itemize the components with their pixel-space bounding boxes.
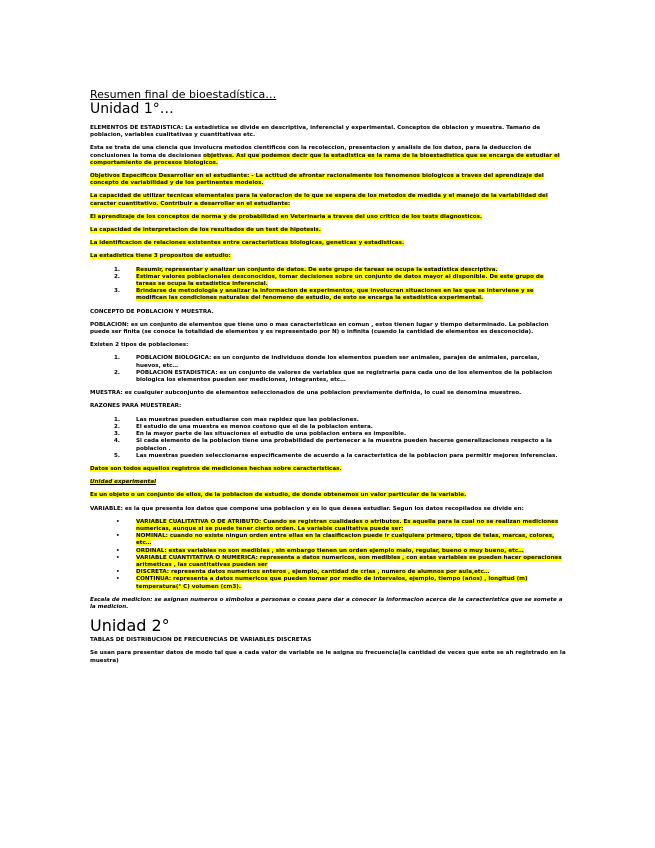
list-item-text: DISCRETA: representa datos numericos enteros , ejemplo, cantidad de crias , numero de alumnos por aula,etc… (136, 569, 490, 576)
list-item-text: POBLACION BIOLOGICA: es un conjunto de individuos donde los elementos pueden ser animales, parajes de animales, parcelas, huevos, etc… (136, 355, 540, 369)
list-item (90, 431, 570, 438)
aprendizaje-text: El aprendizaje de los conceptos de norma y de probabilidad en Veterinaria a traves del uso critico de los tests diagnosticos. (90, 213, 483, 220)
paragraph-elementos: ELEMENTOS DE ESTADISTICA: La estadística se divide en descriptiva, inferencial y experimental. Conceptos de oblacion y muestra. Tamaño de poblacion, variables cualitativas y cuantitativas etc. (90, 125, 541, 139)
list-item-text: En la mayor parte de las situaciones el estudio de una poblacion entera es imposible. (136, 431, 407, 438)
list-number: 1. (114, 266, 121, 273)
tipos-list (90, 355, 570, 384)
list-number: 1. (114, 416, 121, 423)
list-number: 1. (114, 355, 121, 362)
unit-1-heading: Unidad 1°… (90, 101, 174, 117)
heading-concepto: CONCEPTO DE POBLACION Y MUESTRA. (90, 308, 214, 315)
propositos-text: La estadistica tiene 3 propositos de estudio: (90, 253, 231, 260)
paragraph-se-usan: Se usan para presentar datos de modo tal que a cada valor de variable se le asigna su frecuencia(la cantidad de veces que este se ah registrado en la muestra) (90, 650, 566, 664)
paragraph-muestra: MUESTRA: es cualquier subconjunto de elementos seleccionados de una poblacion previamente definida, lo cual se denomina muestreo. (90, 390, 522, 397)
paragraph-poblacion: POBLACION: es un conjunto de elementos que tiene uno o mas caracteristicas en comun , estos tienen lugar y tiempo determinado. La poblacion puede ser finita (se conoce la totalidad de elementos y es representado por N) o infinita (cuando la cantidad de elementos es desconocida). (90, 321, 549, 336)
list-item-text: Estimar valores poblacionales desconocidos, tomar decisiones sobre un conjunto de datos mayor al disponible. De este grupo de tareas se ocupa la estadística inferencial. (136, 273, 544, 288)
list-item-text: Resumir, representar y analizar un conjunto de datos. De este grupo de tareas se ocupa la estadística descriptiva. (136, 266, 498, 273)
list-item (90, 288, 570, 302)
list-number: 5. (114, 452, 121, 459)
heading-unidad-experimental (90, 479, 570, 486)
list-number: 2. (114, 369, 121, 376)
bullet-icon: • (116, 518, 120, 525)
bullet-icon: • (116, 576, 120, 583)
list-item (90, 267, 570, 274)
objeto-text: Es un objeto o un conjunto de ellos, de la poblacion de estudio, de donde obtenemos un valor particular de la variable. (90, 492, 467, 499)
list-item (90, 576, 570, 590)
paragraph-objetivos (90, 173, 570, 187)
paragraph-existen: Existen 2 tipos de poblaciones: (90, 342, 189, 349)
list-item-text: VARIABLE CUALITATIVA O DE ATRIBUTO: Cuando se registran cualidades o atributos. Es aquella para la cual no se realizan mediciones numericas, aunque si se puede tener cierto orden. La variable cualitativa puede ser: (136, 518, 559, 532)
razones-list (90, 417, 570, 460)
unit-2-heading: Unidad 2° (90, 616, 170, 636)
paragraph-identificacion (90, 240, 570, 247)
list-item (90, 548, 570, 555)
paragraph-definicion (90, 145, 570, 167)
list-number: 3. (114, 288, 121, 295)
paragraph-interpretacion (90, 227, 570, 234)
document-body (90, 88, 570, 671)
list-number: 2. (114, 273, 121, 280)
list-item (90, 274, 570, 288)
list-number: 2. (114, 423, 121, 430)
list-number: 3. (114, 431, 121, 438)
definicion-highlight: objetivas. Asi que podemos decir que la estadistica es la rama de la bioestadistica que se encarga de estudiar el comportamiento de procesos biologicos. (90, 152, 560, 166)
list-item-text: Las muestras pueden seleccionarse especificamente de acuerdo a la caracteristica de la poblacion para permitir mejores inferencias. (136, 452, 558, 459)
interpretacion-text: La capacidad de interpretacion de los resultados de un test de hipotesis. (90, 227, 321, 234)
list-item (90, 417, 570, 424)
document-title: Resumen final de bioestadística… (90, 88, 277, 101)
list-item (90, 519, 570, 533)
paragraph-capacidad (90, 193, 570, 207)
list-item (90, 533, 570, 547)
datos-text: Datos son todos aquellos registros de mediciones hechas sobre caracteristicas. (90, 465, 342, 472)
propositos-list (90, 267, 570, 303)
bullet-icon: • (116, 569, 120, 576)
heading-tablas: TABLAS DE DISTRIBUCION DE FRECUENCIAS DE VARIABLES DISCRETAS (90, 637, 312, 644)
list-item (90, 569, 570, 576)
list-item (90, 370, 570, 384)
list-item (90, 424, 570, 431)
bullet-icon: • (116, 554, 120, 561)
heading-razones: RAZONES PARA MUESTREAR: (90, 403, 182, 410)
paragraph-datos (90, 466, 570, 473)
list-item-text: CONTINUA: representa a datos numericos que pueden tomar por medio de intervalos, ejemplo, tiempo (años) , longitud (m) temperatura(° C) volumen (cm3). (136, 576, 528, 590)
list-item-text: El estudio de una muestra es menos costoso que el de la poblacion entera. (136, 423, 373, 430)
list-item (90, 355, 570, 369)
list-item (90, 438, 570, 452)
objetivos-text: Objetivos Especificos Desarrollar en el estudiante: - La actitud de afrontar racionalmente los fenomenos biologicos a traves del aprendizaje del concepto de variabilidad y de los pertinentes modelos. (90, 173, 544, 187)
list-item (90, 555, 570, 569)
definicion-text: Esta se trata de una ciencia que involucra metodos cientificos con la recoleccion, presentacion y analisis de los datos, para la deduccion de conclusiones la toma de decisiones (90, 145, 532, 159)
paragraph-objeto (90, 492, 570, 499)
variables-list (90, 519, 570, 591)
list-item-text: Brindarse de metodologia y analizar la informacion de experimentos, que involucran situaciones en las que se interviene y se modifican las condiciones naturales del fenomeno de estudio, de esto se encarga la estadística experimental. (136, 288, 534, 302)
list-item-text: Si cada elemento de la poblacion tiene una probabilidad de pertenecer a la muestra pueden hacerse generalizaciones respecto a la poblacion . (136, 438, 552, 452)
unidad-experimental-text: Unidad experimental (90, 479, 157, 486)
capacidad-text: La capacidad de utilizar tecnicas elementales para la valoracion de lo que se espera de los metodos de medida y el manejo de la variabilidad del caracter cuantitativo. Contribuir a desarrollar en el estudiante: (90, 193, 548, 207)
bullet-icon: • (116, 533, 120, 540)
list-item-text: VARIABLE CUANTITATIVA O NUMERICA: representa a datos numericos, son medibles , con estas variables se pueden hacer operaciones aritmeticas , las cuantitativas pueden ser (136, 554, 562, 568)
list-number: 4. (114, 438, 121, 445)
list-item-text: POBLACION ESTADISTICA: es un conjunto de valores de variables que se registraria para cada uno de los elementos de la poblacion biologica los elementos pueden ser mediciones, integrantes, etc… (136, 369, 553, 384)
paragraph-aprendizaje (90, 214, 570, 221)
bullet-icon: • (116, 547, 120, 554)
paragraph-escala: Escala de medicion: se asignan numeros o simbolos a personas o cosas para dar a conocer la informacion acerca de la caracteristica que se somete a la medicion. (90, 596, 563, 610)
list-item-text: NOMINAL: cuando no existe ningun orden entre ellas en la clasificacion puede ir cualquiera primero, tipos de telas, marcas, colores, etc… (136, 533, 555, 547)
list-item-text: Las muestras pueden estudiarse con mas rapidez que las poblaciones. (136, 416, 359, 423)
paragraph-variable: VARIABLE: es la que presenta los datos que compone una poblacion y es lo que desea estudiar. Segun los datos recopilados se divide en: (90, 505, 524, 512)
list-item (90, 453, 570, 460)
identificacion-text: La identificacion de relaciones existentes entre caracteristicas biologicas, geneticas y estadisticas. (90, 240, 405, 247)
list-item-text: ORDINAL: estas variables no son medibles , sin embargo tienen un orden ejemplo malo, regular, bueno o muy bueno, etc… (136, 547, 524, 554)
paragraph-propositos (90, 253, 570, 260)
